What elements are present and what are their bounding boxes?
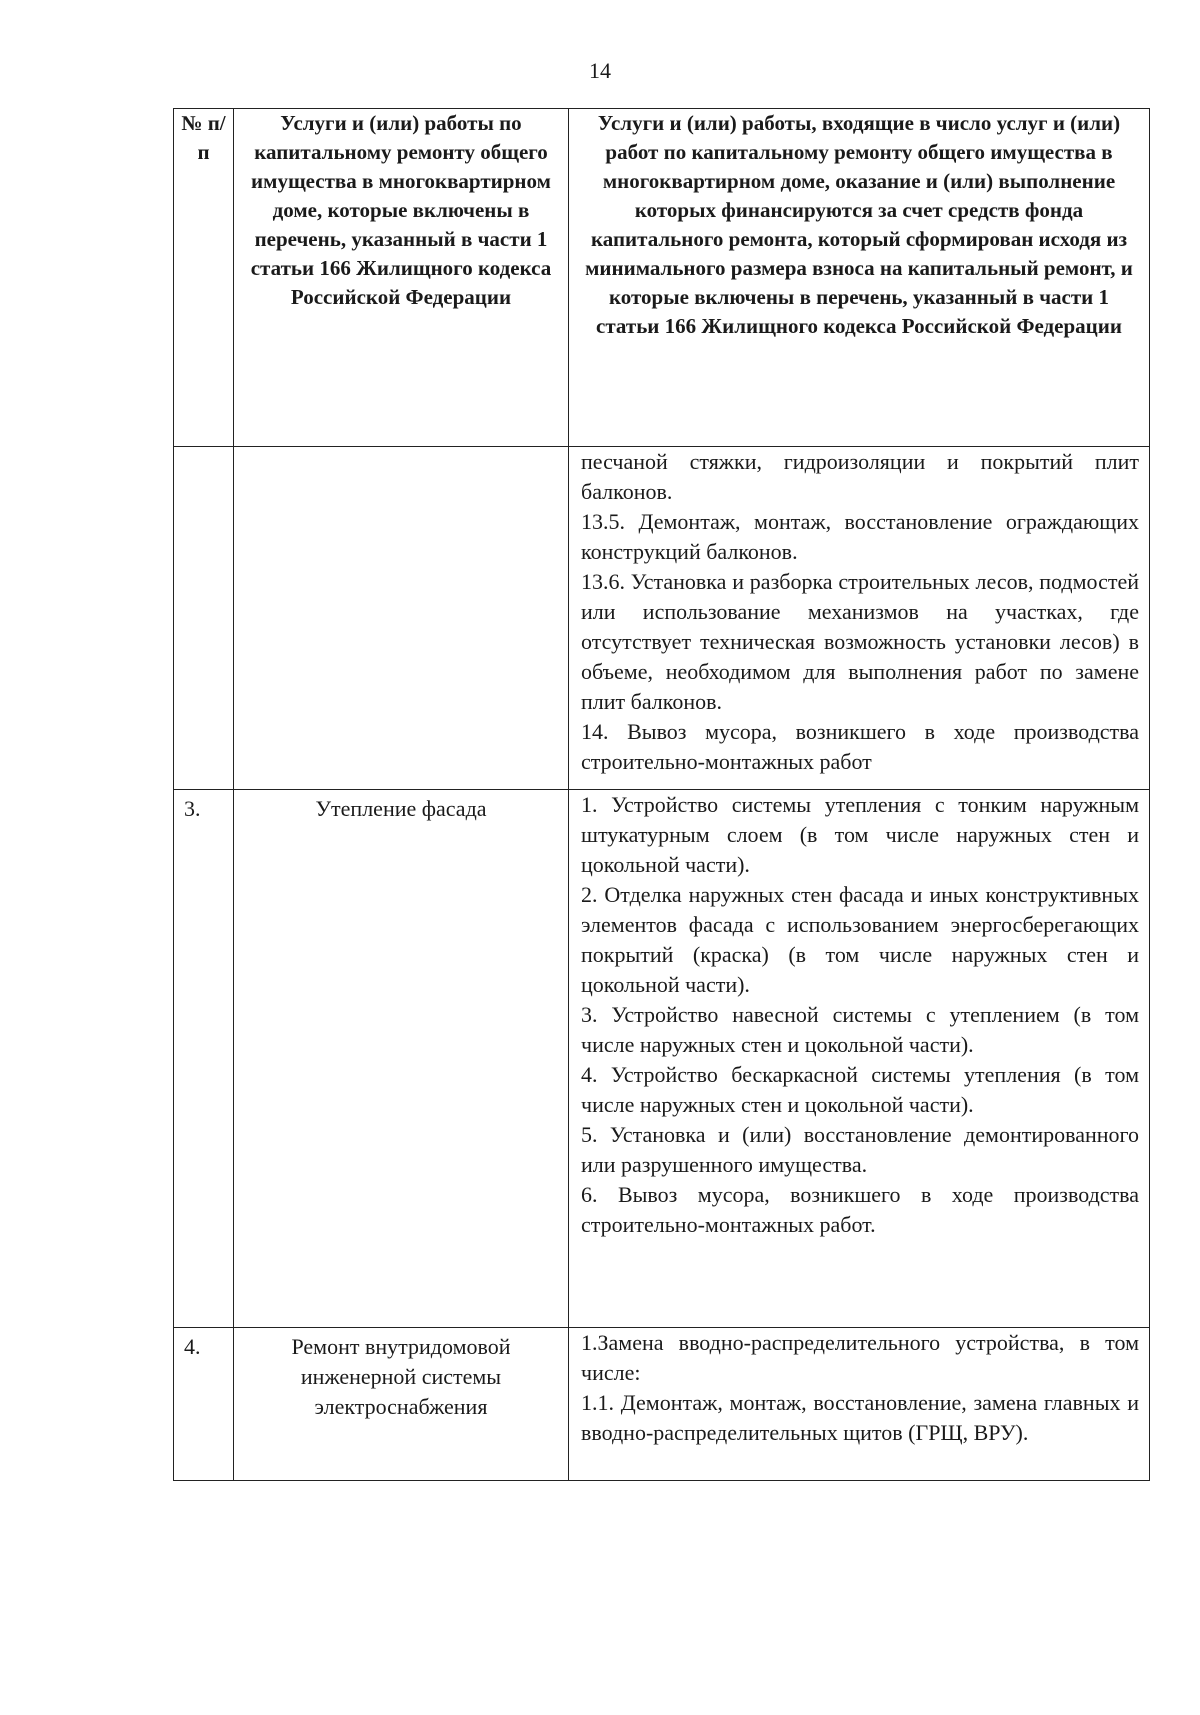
work-item: 14. Вывоз мусора, возникшего в ходе производства строительно-монтажных работ — [581, 719, 1139, 774]
row-works — [569, 790, 1150, 1328]
row-works — [569, 1328, 1150, 1481]
row-works — [569, 447, 1150, 790]
work-item: 2. Отделка наружных стен фасада и иных конструктивных элементов фасада с использованием энергосберегающих покрытий (краска) (в том числе наружных стен и цокольной части). — [581, 882, 1139, 997]
work-item: 13.5. Демонтаж, монтаж, восстановление ограждающих конструкций балконов. — [581, 509, 1139, 564]
header-works: Услуги и (или) работы, входящие в число услуг и (или) работ по капитальному ремонту общего имущества в многоквартирном доме, оказание и (или) выполнение которых финансируются за счет средств фонда капитального ремонта, который сформирован исходя из минимального размера взноса на капитальный ремонт, и которые включены в перечень, указанный в части 1 статьи 166 Жилищного кодекса Российской Федерации — [569, 109, 1150, 447]
row-service: Утепление фасада — [234, 790, 569, 1328]
table-row — [174, 447, 1150, 790]
row-service — [234, 447, 569, 790]
row-service: Ремонт внутридомовой инженерной системы электроснабжения — [234, 1328, 569, 1481]
work-item: 1.Замена вводно-распределительного устройства, в том числе: — [581, 1330, 1139, 1385]
row-number: 3. — [174, 790, 234, 1328]
work-item: 1. Устройство системы утепления с тонким наружным штукатурным слоем (в том числе наружных стен и цокольной части). — [581, 792, 1139, 877]
work-item: 4. Устройство бескаркасной системы утепления (в том числе наружных стен и цокольной части). — [581, 1062, 1139, 1117]
capital-repair-table — [173, 108, 1150, 1481]
work-item: 5. Установка и (или) восстановление демонтированного или разрушенного имущества. — [581, 1122, 1139, 1177]
work-item: 1.1. Демонтаж, монтаж, восстановление, замена главных и вводно-распределительных щитов (ГРЩ, ВРУ). — [581, 1390, 1139, 1445]
table-row — [174, 790, 1150, 1328]
work-item: 3. Устройство навесной системы с утеплением (в том числе наружных стен и цокольной части). — [581, 1002, 1139, 1057]
work-item: песчаной стяжки, гидроизоляции и покрытий плит балконов. — [581, 449, 1139, 504]
table-row — [174, 1328, 1150, 1481]
header-number: № п/п — [174, 109, 234, 447]
page-number: 14 — [589, 58, 611, 83]
row-number: 4. — [174, 1328, 234, 1481]
header-services: Услуги и (или) работы по капитальному ремонту общего имущества в многоквартирном доме, которые включены в перечень, указанный в части 1 статьи 166 Жилищного кодекса Российской Федерации — [234, 109, 569, 447]
work-item: 6. Вывоз мусора, возникшего в ходе производства строительно-монтажных работ. — [581, 1182, 1139, 1237]
table-header-row — [174, 109, 1150, 447]
row-number — [174, 447, 234, 790]
work-item: 13.6. Установка и разборка строительных лесов, подмостей или использование механизмов на участках, где отсутствует техническая возможность установки лесов) в объеме, необходимом для выполнения работ по замене плит балконов. — [581, 569, 1139, 714]
